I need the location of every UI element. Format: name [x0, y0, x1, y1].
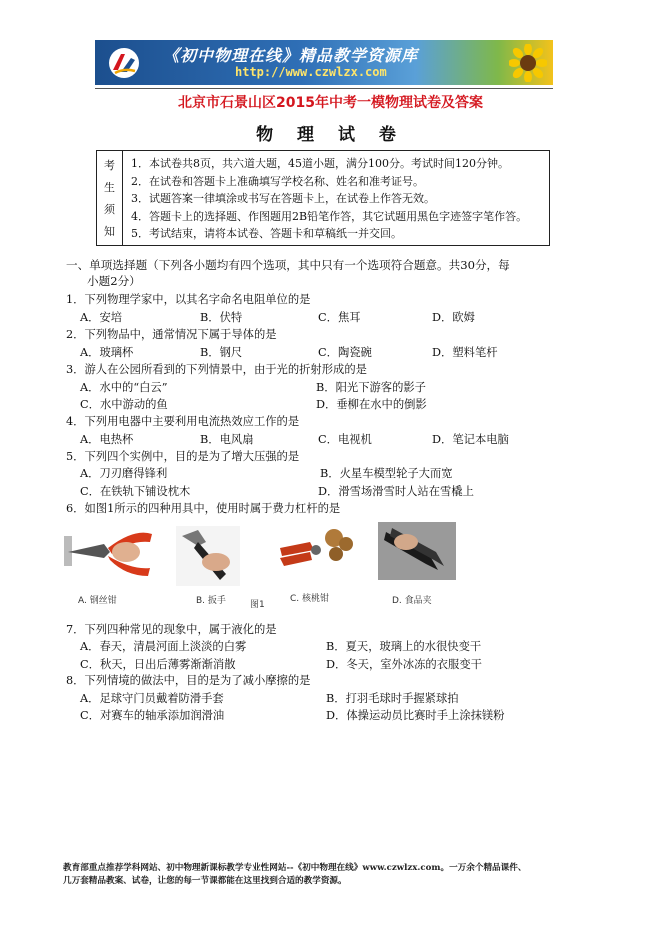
option: C．焦耳 [318, 311, 361, 324]
option: D．塑料笔杆 [432, 346, 498, 359]
option: B．火星车模型轮子大而宽 [320, 467, 453, 480]
option: C．对赛车的轴承添加润滑油 [80, 709, 225, 722]
question-stem: 5．下列四个实例中，目的是为了增大压强的是 [66, 450, 300, 463]
option: A．安培 [80, 311, 123, 324]
notice-item: 2．在试卷和答题卡上准确填写学校名称、姓名和准考证号。 [131, 174, 424, 188]
section-heading-cont: 小题2分） [87, 274, 141, 288]
paper-title: 物 理 试 卷 [256, 125, 405, 145]
option: A．刀刃磨得锋利 [80, 467, 168, 480]
footer-line: 教育部重点推荐学科网站、初中物理新课标教学专业性网站--《初中物理在线》www.czwlzx.com。一万余个精品课件、 [63, 863, 527, 873]
figure-nutcracker [276, 522, 354, 578]
sunflower-icon [509, 44, 547, 82]
figure-caption-c: C. 核桃钳 [290, 594, 330, 604]
header-banner [95, 40, 553, 85]
notice-item: 3．试题答案一律填涂或书写在答题卡上，在试卷上作答无效。 [131, 192, 435, 206]
option: B．伏特 [200, 311, 243, 324]
option: A．电热杯 [80, 433, 134, 446]
question-stem: 3．游人在公园所看到的下列情景中，由于光的折射形成的是 [66, 363, 367, 376]
notice-list [131, 155, 527, 243]
figure-caption-b: B. 扳手 [196, 596, 226, 606]
question-stem: 8．下列情境的做法中，目的是为了减小摩擦的是 [66, 674, 311, 687]
notice-side-label: 考 生 须 知 [97, 151, 123, 245]
option: A．玻璃杯 [80, 346, 134, 359]
notice-item: 1．本试卷共8页，共六道大题，45道小题，满分100分。考试时间120分钟。 [131, 157, 509, 170]
figure-caption-d: D. 食品夹 [392, 596, 432, 606]
site-logo-icon [107, 46, 141, 80]
question-stem: 6．如图1所示的四种用具中，使用时属于费力杠杆的是 [66, 502, 341, 515]
question-stem: 4．下列用电器中主要利用电流热效应工作的是 [66, 415, 300, 428]
option: B．阳光下游客的影子 [316, 381, 426, 394]
option: C．电视机 [318, 433, 372, 446]
option: D．笔记本电脑 [432, 433, 509, 446]
option: C．陶瓷碗 [318, 346, 372, 359]
header-divider [95, 88, 553, 89]
option: D．滑雪场滑雪时人站在雪橇上 [318, 485, 474, 498]
option: A．春天，清晨河面上淡淡的白雾 [80, 640, 247, 653]
nutcracker-icon [276, 522, 354, 578]
option: D．垂柳在水中的倒影 [316, 398, 427, 411]
page-footer [63, 862, 623, 888]
wrench-icon [176, 526, 240, 586]
question-stem: 1．下列物理学家中，以其名字命名电阻单位的是 [66, 293, 311, 306]
figure-caption-a: A. 钢丝钳 [78, 596, 117, 606]
figure-label: 图1 [250, 600, 265, 610]
notice-item: 5．考试结束，请将本试卷、答题卡和草稿纸一并交回。 [131, 227, 402, 241]
notice-item: 4．答题卡上的选择题、作图题用2B铅笔作答，其它试题用黑色字迹签字笔作答。 [131, 209, 528, 223]
figure-pliers [64, 522, 154, 586]
option: B．钢尺 [200, 346, 243, 359]
banner-title: 《初中物理在线》精品教学资源库 [163, 46, 419, 65]
option: D．欧姆 [432, 311, 475, 324]
section-heading: 一、单项选择题（下列各小题均有四个选项，其中只有一个选项符合题意。共30分，每 [66, 258, 510, 272]
figure-wrench [176, 526, 240, 586]
option: C．在铁轨下铺设枕木 [80, 485, 191, 498]
option: A．水中的“白云” [80, 381, 168, 394]
footer-line: 几万套精品教案、试卷，让您的每一节课都能在这里找到合适的教学资源。 [63, 876, 347, 886]
banner-url[interactable]: http://www.czwlzx.com [235, 65, 387, 79]
option: B．电风扇 [200, 433, 254, 446]
option: C．水中游动的鱼 [80, 398, 168, 411]
option: B．夏天，玻璃上的水很快变干 [326, 640, 482, 653]
option: A．足球守门员戴着防滑手套 [80, 692, 224, 705]
document-title: 北京市石景山区2015年中考一模物理试卷及答案 [178, 95, 483, 111]
question-stem: 2．下列物品中，通常情况下属于导体的是 [66, 328, 277, 341]
option: D．冬天，室外冰冻的衣服变干 [326, 658, 482, 671]
option: D．体操运动员比赛时手上涂抹镁粉 [326, 709, 505, 722]
figure-food-tongs [378, 522, 456, 580]
option: C．秋天，日出后薄雾渐渐消散 [80, 658, 236, 671]
question-stem: 7．下列四种常见的现象中，属于液化的是 [66, 623, 277, 636]
pliers-icon [64, 522, 154, 586]
tongs-icon [378, 522, 456, 580]
exam-notice-box [96, 150, 550, 246]
option: B．打羽毛球时手握紧球拍 [326, 692, 459, 705]
